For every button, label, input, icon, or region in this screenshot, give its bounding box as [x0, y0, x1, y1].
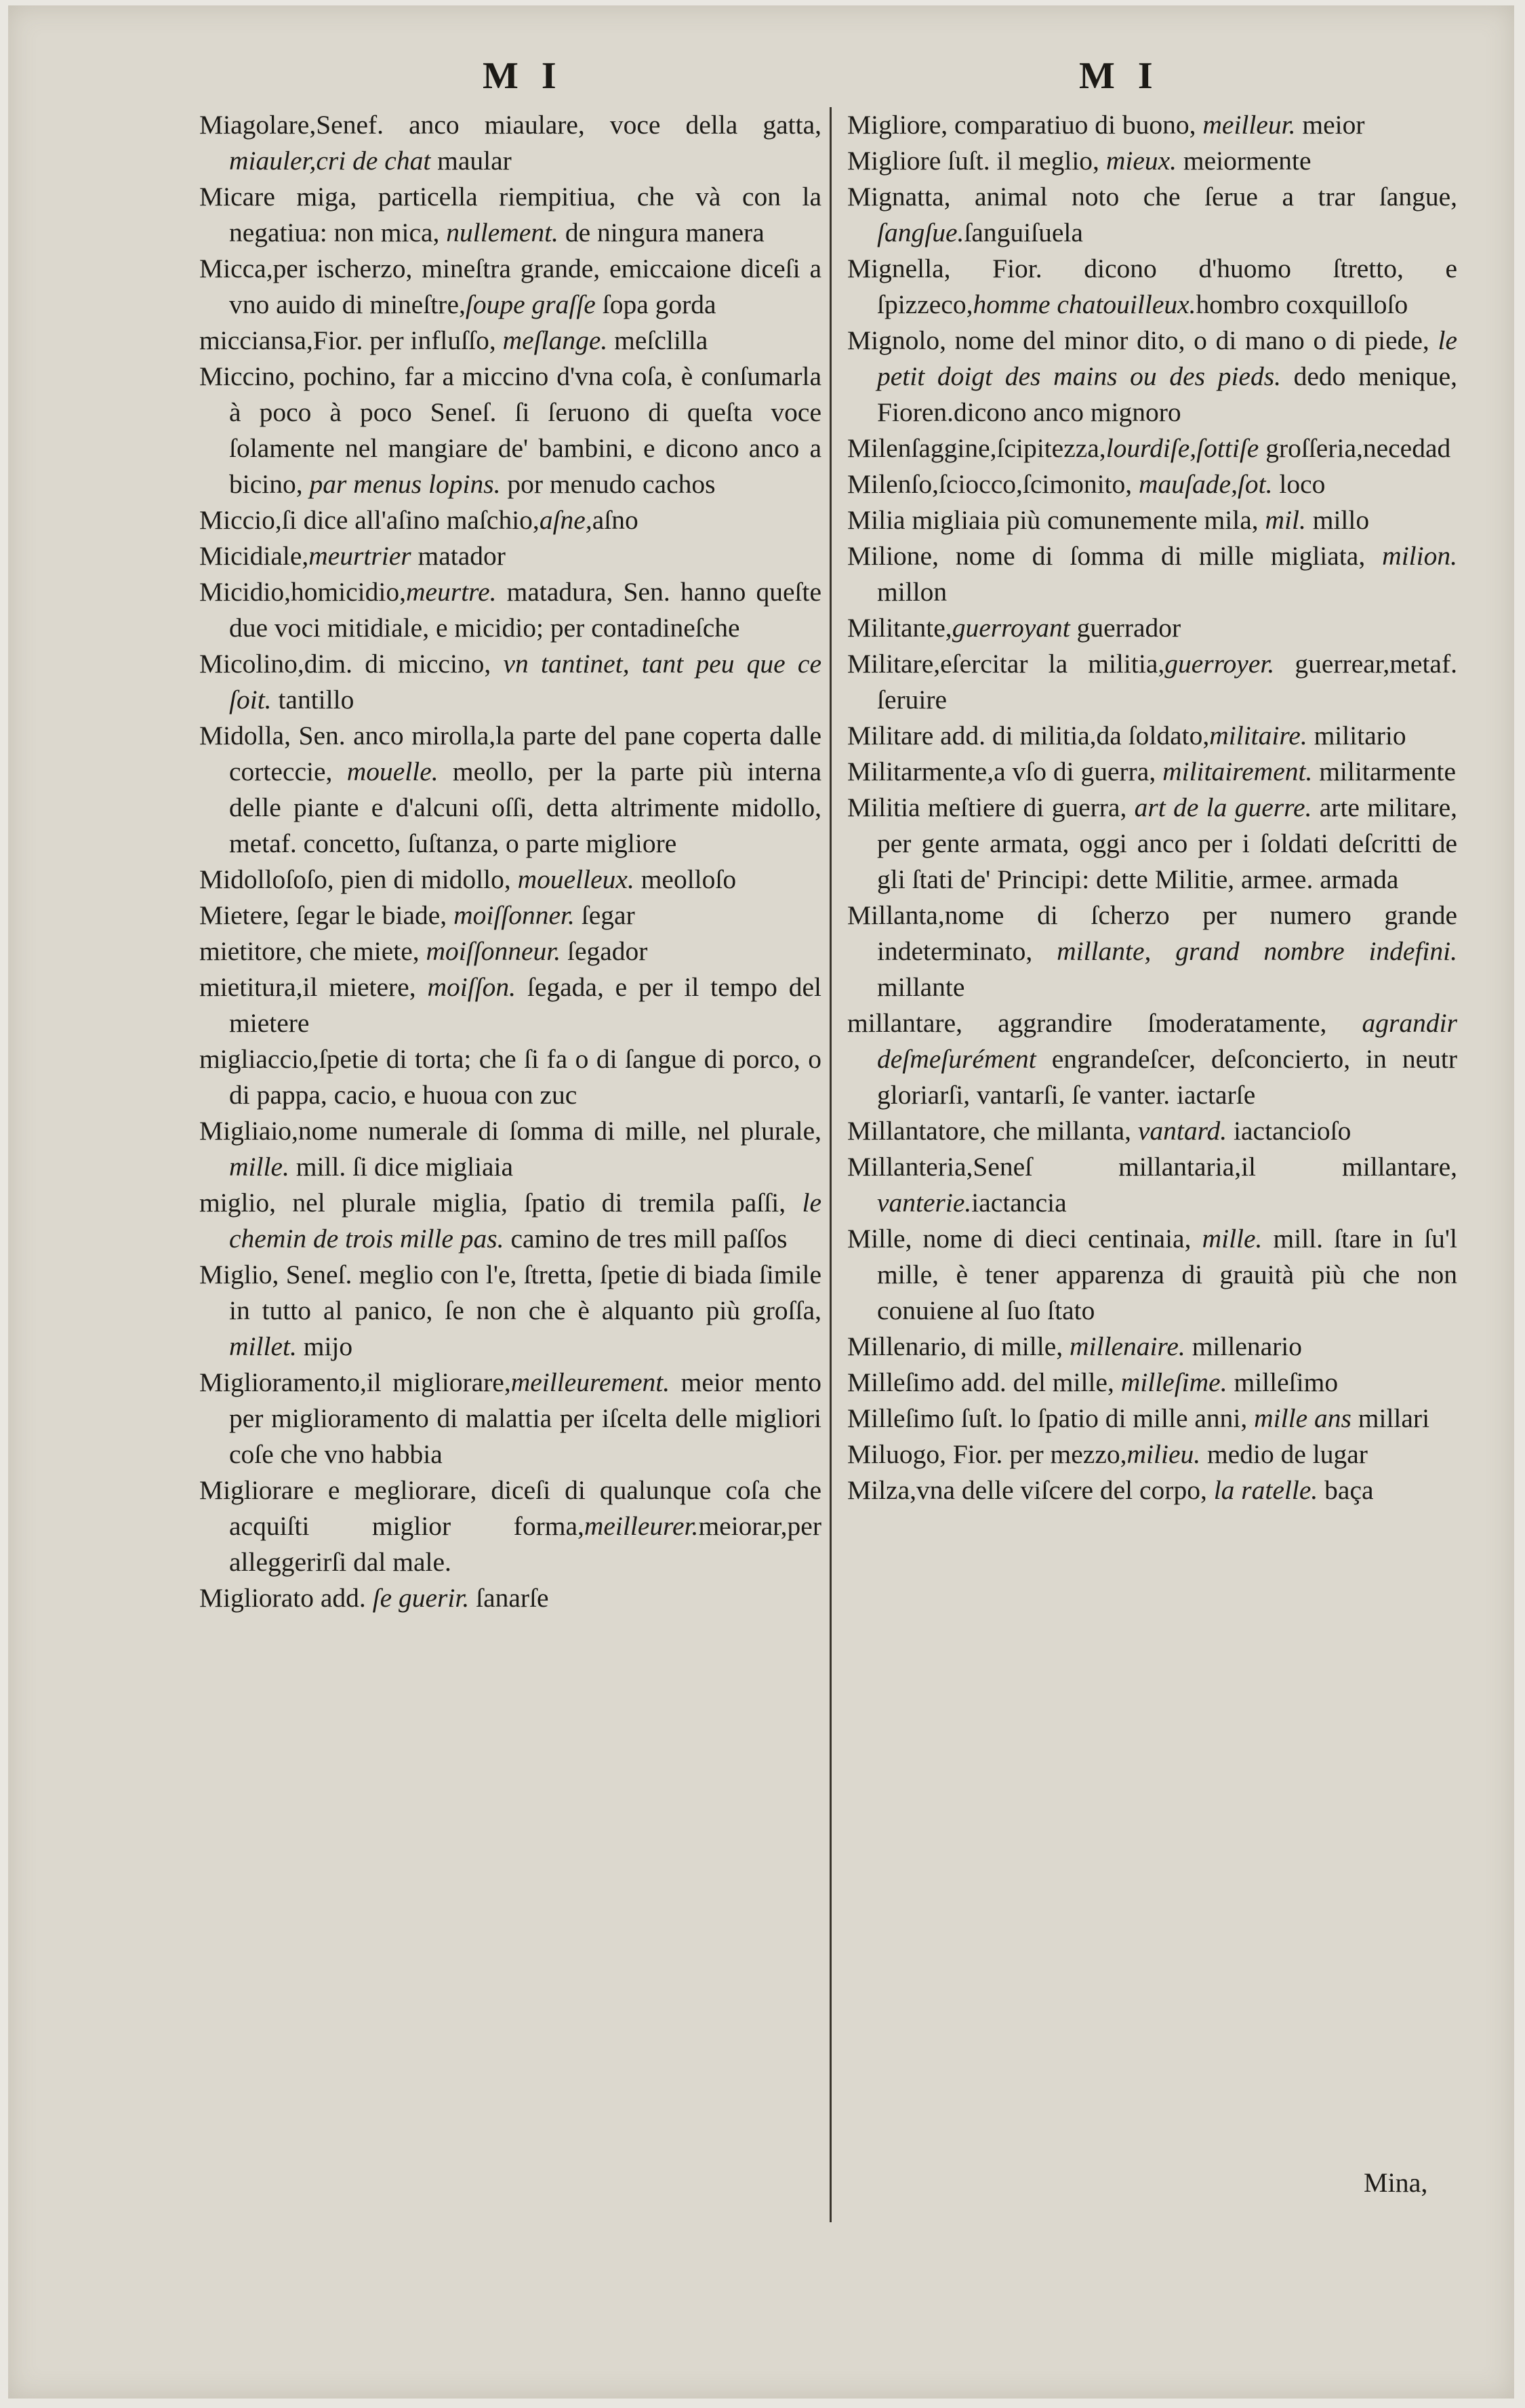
dictionary-entry — [847, 1221, 1457, 1329]
entry-french: ſe guerir. — [372, 1583, 470, 1613]
dictionary-entry — [847, 1401, 1457, 1437]
entry-spanish: meſclilla — [607, 325, 708, 355]
dictionary-entry — [199, 107, 821, 179]
right-column — [847, 107, 1457, 1508]
entry-french: mille. — [229, 1152, 289, 1182]
entry-italian: Milia migliaia più comunemente mila, — [847, 505, 1265, 535]
entry-italian: Migliorato add. — [199, 1583, 373, 1613]
dictionary-entry — [199, 934, 821, 969]
entry-french: mouelle. — [346, 757, 439, 786]
entry-spanish: meior — [1295, 110, 1365, 140]
dictionary-entry — [847, 1149, 1457, 1221]
entry-spanish: mill. ſi dice migliaia — [289, 1152, 514, 1182]
entry-french: militairement. — [1162, 757, 1313, 786]
dictionary-entry — [199, 574, 821, 646]
entry-french: mille ans — [1254, 1403, 1351, 1433]
entry-italian: Migliore ſuſt. il meglio, — [847, 146, 1106, 176]
entry-spanish: ſegada, e per il tempo del mietere — [229, 972, 821, 1038]
dictionary-entry — [847, 610, 1457, 646]
dictionary-entry — [847, 1472, 1457, 1508]
entry-french: vanterie. — [877, 1188, 972, 1218]
entry-italian: Migliorare e megliorare, diceſi di qualunque coſa che acquiſti miglior forma, — [199, 1475, 821, 1541]
entry-italian: Miccino, pochino, far a miccino d'vna coſa, è conſumarla à poco à poco Seneſ. ſi ſeruono di queſta voce ſolamente nel mangiare de' bambini, e dicono anco a bicino, — [199, 361, 821, 499]
dictionary-entry — [847, 502, 1457, 538]
entry-french: aſne, — [539, 505, 592, 535]
entry-french: militaire. — [1209, 721, 1307, 750]
entry-french: moiſſonner. — [453, 900, 575, 930]
entry-french: moiſſonneur. — [426, 936, 561, 966]
dictionary-entry — [199, 718, 821, 862]
entry-italian: Miagolare,Senef. anco miaulare, voce della gatta, — [199, 110, 821, 140]
entry-spanish: matadura, Sen. hanno queſte due voci mitidiale, e micidio; per contadineſche — [229, 577, 821, 643]
entry-spanish: millari — [1351, 1403, 1430, 1433]
running-head-right: M I — [1079, 55, 1160, 97]
entry-spanish: baça — [1318, 1475, 1374, 1505]
dictionary-entry — [199, 1365, 821, 1472]
entry-spanish: loco — [1272, 469, 1326, 499]
entry-spanish: ſegador — [561, 936, 648, 966]
entry-french: mil. — [1265, 505, 1306, 535]
entry-spanish: groſſeria,necedad — [1259, 433, 1451, 463]
entry-french: par menus lopins. — [309, 469, 501, 499]
entry-spanish: mill. ſtare in ſu'l mille, è tener apparenza di grauità più che non conuiene al ſuo ſtato — [877, 1224, 1457, 1325]
entry-spanish: mijo — [296, 1331, 353, 1361]
entry-french: millante, grand nombre indefini. — [1057, 936, 1457, 966]
entry-french: milieu. — [1126, 1439, 1201, 1469]
dictionary-entry — [199, 862, 821, 898]
dictionary-entry — [847, 718, 1457, 754]
dictionary-entry — [847, 430, 1457, 466]
entry-italian: Milleſimo add. del mille, — [847, 1367, 1121, 1397]
dictionary-entry — [847, 179, 1457, 251]
entry-italian: Micca,per ischerzo, mineſtra grande, emiccaione diceſi a vno auido di mineſtre, — [199, 254, 821, 319]
dictionary-entry — [199, 538, 821, 574]
entry-spanish: guerrear,metaf. ſeruire — [877, 649, 1457, 715]
entry-spanish: de ningura manera — [558, 218, 765, 247]
entry-italian: micciansa,Fior. per influſſo, — [199, 325, 503, 355]
dictionary-entry — [847, 323, 1457, 430]
dictionary-entry — [199, 1041, 821, 1113]
entry-french: guerroyant — [952, 613, 1070, 643]
entry-italian: Miglioramento,il migliorare, — [199, 1367, 511, 1397]
dictionary-entry — [199, 251, 821, 323]
entry-spanish: matador — [411, 541, 506, 571]
entry-italian: Militarmente,a vſo di guerra, — [847, 757, 1163, 786]
entry-spanish: engrandeſcer, deſconcierto, in neutr gloriarſi, vantarſi, ſe vanter. iactarſe — [877, 1044, 1457, 1110]
entry-spanish: tantillo — [271, 685, 354, 715]
entry-spanish: camino de tres mill paſſos — [504, 1224, 788, 1253]
entry-french: mouelleux. — [517, 864, 634, 894]
entry-spanish: militarmente — [1312, 757, 1457, 786]
entry-italian: Midolloſoſo, pien di midollo, — [199, 864, 518, 894]
dictionary-entry — [847, 538, 1457, 610]
dictionary-entry — [847, 1437, 1457, 1472]
entry-spanish: hombro coxquilloſo — [1196, 289, 1408, 319]
entry-italian: Migliore, comparatiuo di buono, — [847, 110, 1203, 140]
dictionary-entry — [199, 1257, 821, 1365]
entry-french: nullement. — [446, 218, 558, 247]
dictionary-entry — [847, 898, 1457, 1005]
dictionary-entry — [847, 754, 1457, 790]
entry-french: mauſade,ſot. — [1139, 469, 1273, 499]
dictionary-entry — [847, 1365, 1457, 1401]
entry-french: milion. — [1382, 541, 1457, 571]
entry-spanish: meiormente — [1177, 146, 1312, 176]
entry-italian: Micare miga, particella riempitiua, che và con la negatiua: non mica, — [199, 182, 821, 247]
dictionary-entry — [199, 969, 821, 1041]
entry-italian: Milione, nome di ſomma di mille migliata, — [847, 541, 1383, 571]
entry-french: vn tantinet, tant peu que ce ſoit. — [229, 649, 821, 715]
dictionary-entry — [199, 359, 821, 502]
entry-spanish: ſopa gorda — [595, 289, 716, 319]
entry-italian: Milza,vna delle viſcere del corpo, — [847, 1475, 1214, 1505]
dictionary-entry — [847, 1329, 1457, 1365]
entry-spanish: aſno — [592, 505, 638, 535]
entry-italian: Miluogo, Fior. per mezzo, — [847, 1439, 1127, 1469]
entry-spanish: millante — [877, 972, 965, 1002]
entry-french: homme chatouilleux. — [973, 289, 1196, 319]
entry-french: ſoupe graſſe — [465, 289, 596, 319]
entry-french: art de la guerre. — [1134, 792, 1312, 822]
entry-french: ſangſue. — [877, 218, 964, 247]
entry-italian: Miccio,ſi dice all'aſino maſchio, — [199, 505, 540, 535]
entry-french: guerroyer. — [1164, 649, 1275, 679]
entry-italian: Millenario, di mille, — [847, 1331, 1070, 1361]
entry-italian: Militare,eſercitar la militia, — [847, 649, 1165, 679]
dictionary-page — [8, 5, 1514, 2399]
entry-spanish: por menudo cachos — [500, 469, 716, 499]
entry-french: meurtrier — [308, 541, 411, 571]
entry-spanish: arte militare, per gente armata, oggi anco per i ſoldati deſcritti de gli ſtati de' Principi: dette Militie, armee. armada — [877, 792, 1457, 894]
entry-french: agrandir deſmeſurément — [877, 1008, 1457, 1074]
entry-italian: Milenſo,ſciocco,ſcimonito, — [847, 469, 1139, 499]
entry-french: millet. — [229, 1331, 297, 1361]
entry-spanish: millenario — [1185, 1331, 1303, 1361]
entry-italian: Micolino,dim. di miccino, — [199, 649, 504, 679]
entry-spanish: milleſimo — [1227, 1367, 1339, 1397]
entry-french: mieux. — [1105, 146, 1177, 176]
dictionary-entry — [199, 502, 821, 538]
entry-italian: Militare add. di militia,da ſoldato, — [847, 721, 1210, 750]
running-head-left: M I — [483, 55, 563, 97]
entry-spanish: guerrador — [1070, 613, 1181, 643]
dictionary-entry — [199, 646, 821, 718]
dictionary-entry — [199, 1113, 821, 1185]
entry-spanish: iactancia — [971, 1188, 1067, 1218]
entry-italian: Militia meſtiere di guerra, — [847, 792, 1135, 822]
entry-spanish: meiorar,per alleggerirſi dal male. — [229, 1511, 821, 1577]
entry-spanish: meolloſo — [634, 864, 737, 894]
catchword: Mina, — [1364, 2167, 1428, 2198]
entry-french: moiſſon. — [427, 972, 516, 1002]
dictionary-entry — [847, 646, 1457, 718]
entry-french: meilleurer. — [584, 1511, 699, 1541]
entry-spanish: militario — [1307, 721, 1406, 750]
entry-italian: Migliaio,nome numerale di ſomma di mille, nel plurale, — [199, 1116, 821, 1146]
entry-spanish: ſanarſe — [469, 1583, 549, 1613]
entry-italian: Milleſimo ſuſt. lo ſpatio di mille anni, — [847, 1403, 1255, 1433]
entry-italian: Mignolo, nome del minor dito, o di mano o di piede, — [847, 325, 1438, 355]
entry-italian: miglio, nel plurale miglia, ſpatio di tremila paſſi, — [199, 1188, 802, 1218]
dictionary-entry — [199, 323, 821, 359]
entry-french: meilleurement. — [510, 1367, 670, 1397]
entry-spanish: meollo, per la parte più interna delle piante e d'alcuni oſſi, detta altrimente midollo, metaf. concetto, ſuſtanza, o parte migliore — [229, 757, 821, 858]
entry-french: miauler,cri de chat — [229, 146, 431, 176]
entry-french: le chemin de trois mille pas. — [229, 1188, 821, 1253]
entry-italian: Millantatore, che millanta, — [847, 1116, 1138, 1146]
dictionary-entry — [199, 898, 821, 934]
entry-french: vantard. — [1137, 1116, 1227, 1146]
entry-italian: migliaccio,ſpetie di torta; che ſi fa o di ſangue di porco, o di pappa, cacio, e huoua con zuc — [199, 1044, 821, 1110]
entry-italian: Millanta,nome di ſcherzo per numero grande indeterminato, — [847, 900, 1457, 966]
entry-french: la ratelle. — [1213, 1475, 1318, 1505]
entry-italian: Millanteria,Seneſ millantaria,il millantare, — [847, 1152, 1457, 1182]
entry-italian: Mietere, ſegar le biade, — [199, 900, 454, 930]
column-divider — [830, 107, 832, 2222]
entry-italian: Miglio, Seneſ. meglio con l'e, ſtretta, ſpetie di biada ſimile in tutto al panico, ſe non che è alquanto più groſſa, — [199, 1260, 821, 1325]
entry-italian: mietitore, che miete, — [199, 936, 426, 966]
dictionary-entry — [847, 143, 1457, 179]
entry-italian: mietitura,il mietere, — [199, 972, 428, 1002]
dictionary-entry — [847, 790, 1457, 898]
entry-french: lourdiſe,ſottiſe — [1105, 433, 1259, 463]
entry-spanish: ſanguiſuela — [964, 218, 1083, 247]
dictionary-entry — [199, 1185, 821, 1257]
entry-french: mille. — [1202, 1224, 1263, 1253]
dictionary-entry — [847, 107, 1457, 143]
entry-italian: Mignella, Fior. dicono d'huomo ſtretto, e ſpizzeco, — [847, 254, 1457, 319]
entry-spanish: dedo menique, Fioren.dicono anco mignoro — [877, 361, 1457, 427]
dictionary-entry — [199, 1580, 821, 1616]
dictionary-entry — [847, 1005, 1457, 1113]
entry-italian: Mille, nome di dieci centinaia, — [847, 1224, 1202, 1253]
dictionary-entry — [847, 466, 1457, 502]
entry-spanish: iactancioſo — [1227, 1116, 1351, 1146]
dictionary-entry — [199, 179, 821, 251]
entry-italian: Micidiale, — [199, 541, 309, 571]
entry-italian: Mignatta, animal noto che ſerue a trar ſangue, — [847, 182, 1457, 212]
entry-italian: Micidio,homicidio, — [199, 577, 407, 607]
entry-french: meſlange. — [502, 325, 608, 355]
entry-french: meurtre. — [406, 577, 497, 607]
entry-spanish: maular — [430, 146, 512, 176]
entry-italian: Midolla, Sen. anco mirolla,la parte del pane coperta dalle corteccie, — [199, 721, 821, 786]
entry-italian: Milenſaggine,ſcipitezza, — [847, 433, 1106, 463]
entry-french: milleſime. — [1120, 1367, 1227, 1397]
entry-spanish: millon — [877, 577, 948, 607]
entry-french: le petit doigt des mains ou des pieds. — [877, 325, 1457, 391]
entry-spanish: millo — [1305, 505, 1370, 535]
entry-spanish: ſegar — [574, 900, 635, 930]
entry-italian: millantare, aggrandire ſmoderatamente, — [847, 1008, 1362, 1038]
dictionary-entry — [847, 1113, 1457, 1149]
dictionary-entry — [847, 251, 1457, 323]
entry-italian: Militante, — [847, 613, 952, 643]
entry-french: meilleur. — [1202, 110, 1296, 140]
entry-spanish: meior mento per miglioramento di malattia per iſcelta delle migliori coſe che vno habbia — [229, 1367, 821, 1469]
entry-spanish: medio de lugar — [1200, 1439, 1368, 1469]
entry-french: millenaire. — [1070, 1331, 1185, 1361]
left-column — [199, 107, 821, 1616]
dictionary-entry — [199, 1472, 821, 1580]
